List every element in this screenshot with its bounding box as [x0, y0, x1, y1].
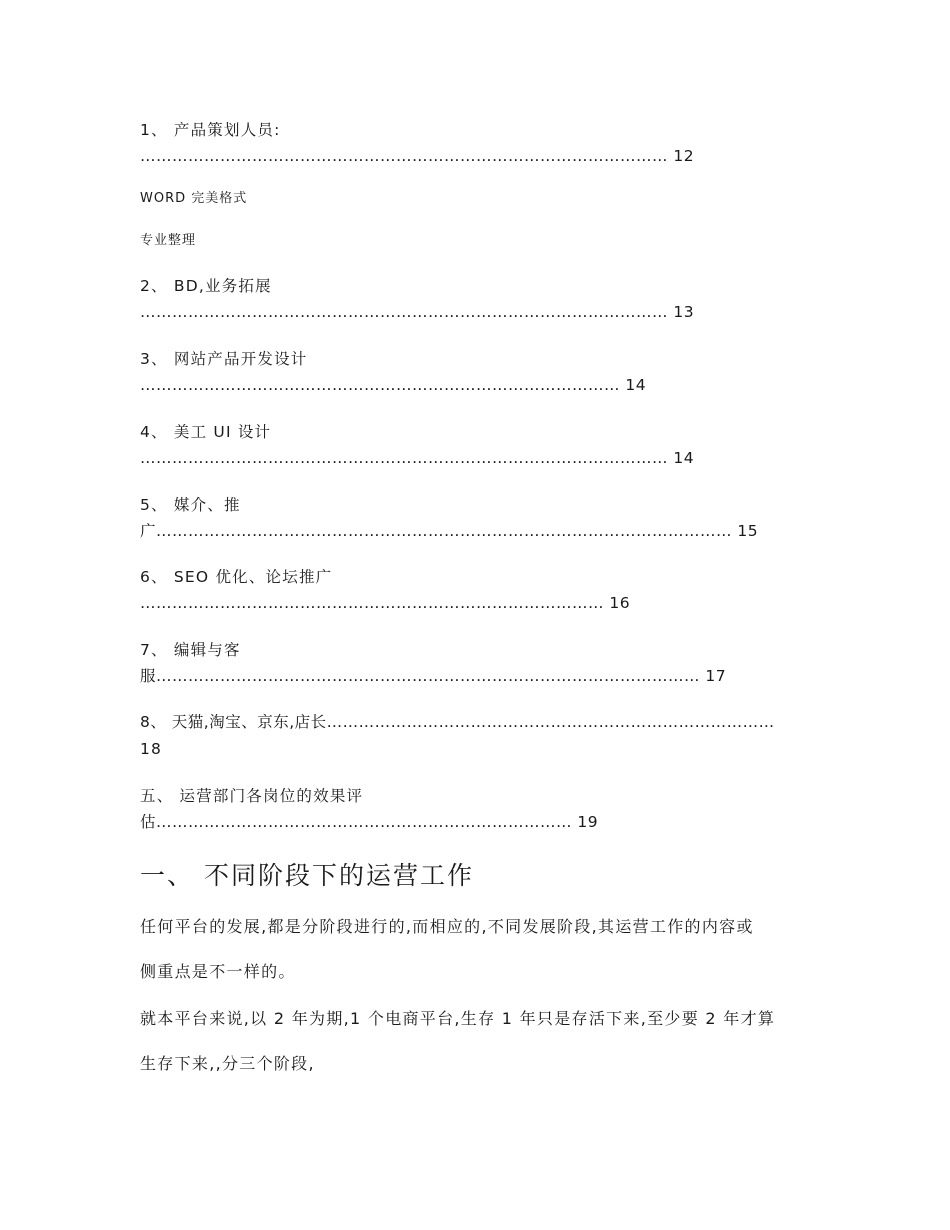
watermark-line-1: WORD 完美格式	[140, 191, 248, 206]
paragraph-line-3: 就本平台来说,以 2 年为期,1 个电商平台,生存 1 年只是存活下来,至少要 2 年才算	[140, 1009, 776, 1028]
toc-title: 5、 媒介、推	[140, 496, 241, 514]
toc-leader-page: 18	[140, 740, 163, 758]
watermark-line-2: 专业整理	[140, 233, 197, 248]
toc-leader-page: ……………………………………………………………………………… 14	[140, 376, 647, 394]
toc-title: 6、 SEO 优化、论坛推广	[140, 568, 333, 586]
toc-title: 4、 美工 UI 设计	[140, 423, 272, 441]
section-heading: 一、 不同阶段下的运营工作	[140, 861, 474, 890]
paragraph-line-1: 任何平台的发展,都是分阶段进行的,而相应的,不同发展阶段,其运营工作的内容或	[140, 917, 754, 936]
toc-leader-page: 估…………………………………………………………………… 19	[140, 813, 599, 831]
toc-title: 五、 运营部门各岗位的效果评	[140, 787, 364, 805]
toc-title: 2、 BD,业务拓展	[140, 277, 272, 295]
toc-leader-page: 广……………………………………………………………………………………………… 15	[140, 522, 759, 540]
toc-leader-page: ……………………………………………………………………………………… 14	[140, 449, 695, 467]
toc-leader-page: …………………………………………………………………………… 16	[140, 594, 631, 612]
toc-leader-page: ……………………………………………………………………………………… 12	[140, 147, 695, 165]
paragraph-line-4: 生存下来,,分三个阶段,	[140, 1054, 315, 1073]
toc-title: 7、 编辑与客	[140, 641, 241, 659]
toc-title: 1、 产品策划人员:	[140, 121, 281, 139]
toc-title: 8、 天猫,淘宝、京东,店长…………………………………………………………………………	[140, 713, 775, 731]
toc-leader-page: 服………………………………………………………………………………………… 17	[140, 667, 727, 685]
toc-title: 3、 网站产品开发设计	[140, 350, 308, 368]
toc-leader-page: ……………………………………………………………………………………… 13	[140, 303, 695, 321]
paragraph-line-2: 侧重点是不一样的。	[140, 962, 296, 981]
